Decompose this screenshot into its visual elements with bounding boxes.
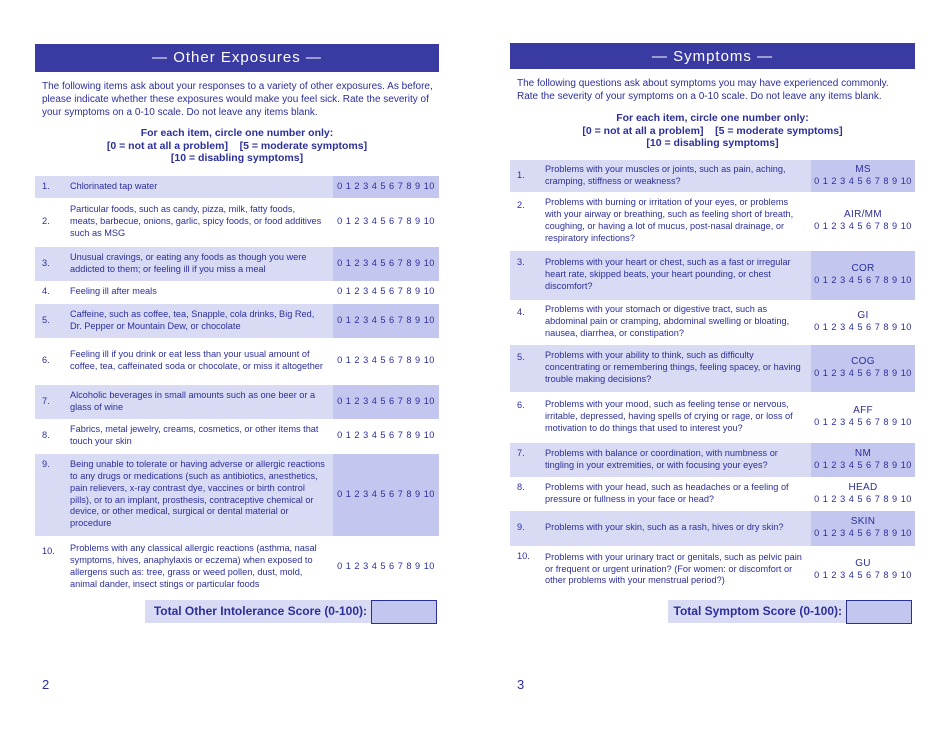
item-text: Being unable to tolerate or having adverse or allergic reactions to any drugs or medications (such as antibiotics, anesthetics, pain relievers, x-ray contrast dye, vaccines or birth control pills), or to an implant, prosthesis, contraceptive chemical or device, or other medical, surgical or dental material or procedure bbox=[70, 454, 333, 536]
rating-scale[interactable] bbox=[811, 160, 915, 192]
item-text: Problems with your heart or chest, such as a fast or irregular heart rate, skipped beats, your heart pounding, or chest discomfort? bbox=[545, 251, 811, 300]
table-row bbox=[35, 419, 439, 454]
item-number: 8. bbox=[42, 430, 50, 441]
page-number: 3 bbox=[517, 677, 525, 692]
table-row bbox=[510, 160, 915, 192]
rating-scale[interactable]: 0 1 2 3 4 5 6 7 8 9 10 bbox=[333, 247, 439, 281]
item-text: Problems with your skin, such as a rash, hives or dry skin? bbox=[545, 511, 811, 546]
table-row bbox=[35, 198, 439, 247]
item-number: 10. bbox=[517, 550, 530, 561]
symptom-code: AIR/MM bbox=[844, 209, 882, 221]
item-text: Alcoholic beverages in small amounts such as one beer or a glass of wine bbox=[70, 385, 333, 419]
item-text: Problems with any classical allergic reactions (asthma, nasal symptoms, hives, anaphylaxis or eczema) when exposed to allergens such as: tree, grass or weed pollen, dust, mold, animal dander, insect stings or particular foods bbox=[70, 543, 317, 589]
item-number: 2. bbox=[42, 216, 50, 227]
rating-numbers: 0 1 2 3 4 5 6 7 8 9 10 bbox=[814, 569, 912, 580]
item-number: 1. bbox=[510, 160, 545, 192]
rating-instructions bbox=[35, 127, 439, 165]
intro-text: The following questions ask about symptoms you may have experienced commonly. Rate the severity of your symptoms on a 0-10 scale. Do not leave any items blank. bbox=[517, 78, 889, 102]
item-text: Problems with burning or irritation of your eyes, or problems with your airway or breathing, such as feeling short of breath, coughing, or having a lot of mucus, post-nasal drainage, or respiratory infections? bbox=[545, 197, 794, 243]
table-row bbox=[510, 546, 915, 594]
instruction-line: [0 = not at all a problem] [5 = moderate symptoms] bbox=[582, 124, 843, 137]
item-text: Feeling ill after meals bbox=[70, 286, 157, 297]
section-title-other-exposures: — Other Exposures — bbox=[35, 44, 439, 72]
rating-scale[interactable]: 0 1 2 3 4 5 6 7 8 9 10 bbox=[333, 419, 439, 454]
instruction-line: [10 = disabling symptoms] bbox=[646, 137, 779, 149]
rating-scale[interactable] bbox=[811, 300, 915, 345]
item-text: Problems with your stomach or digestive tract, such as abdominal pain or cramping, abdominal swelling or bloating, nausea, diarrhea, or constipation? bbox=[545, 304, 790, 338]
item-number: 9. bbox=[35, 454, 70, 536]
item-text: Fabrics, metal jewelry, creams, cosmetics, or other items that touch your skin bbox=[70, 424, 319, 446]
rating-scale[interactable]: 0 1 2 3 4 5 6 7 8 9 10 bbox=[333, 176, 439, 198]
item-number: 6. bbox=[517, 399, 525, 410]
item-text: Unusual cravings, or eating any foods as though you were addicted to them; or feeling ill if you miss a meal bbox=[70, 247, 333, 281]
rating-scale[interactable] bbox=[811, 192, 915, 251]
table-row bbox=[510, 345, 915, 392]
rating-scale[interactable] bbox=[811, 477, 915, 511]
symptom-code: COG bbox=[851, 356, 875, 368]
symptom-code: GI bbox=[857, 310, 869, 322]
total-score-label: Total Other Intolerance Score (0-100): bbox=[145, 600, 371, 623]
item-number: 8. bbox=[517, 481, 525, 492]
rating-scale[interactable]: 0 1 2 3 4 5 6 7 8 9 10 bbox=[333, 385, 439, 419]
table-row bbox=[35, 385, 439, 419]
symptom-code: AFF bbox=[853, 405, 873, 417]
symptom-items-table bbox=[510, 160, 915, 594]
table-row bbox=[35, 176, 439, 198]
symptom-code: GU bbox=[855, 557, 871, 569]
rating-numbers: 0 1 2 3 4 5 6 7 8 9 10 bbox=[814, 528, 912, 538]
rating-scale[interactable] bbox=[811, 345, 915, 392]
item-number: 7. bbox=[510, 443, 545, 477]
table-row bbox=[510, 251, 915, 300]
rating-numbers: 0 1 2 3 4 5 6 7 8 9 10 bbox=[814, 175, 912, 186]
instruction-line: [0 = not at all a problem] [5 = moderate symptoms] bbox=[106, 139, 368, 152]
instruction-line: [10 = disabling symptoms] bbox=[170, 152, 304, 164]
rating-scale[interactable]: 0 1 2 3 4 5 6 7 8 9 10 bbox=[333, 338, 439, 385]
total-other-intolerance-score bbox=[145, 600, 437, 624]
rating-scale[interactable] bbox=[811, 443, 915, 477]
section-title-symptoms: — Symptoms — bbox=[510, 43, 915, 69]
rating-numbers: 0 1 2 3 4 5 6 7 8 9 10 bbox=[814, 368, 912, 378]
rating-numbers: 0 1 2 3 4 5 6 7 8 9 10 bbox=[814, 322, 912, 332]
item-number: 1. bbox=[35, 176, 70, 198]
rating-instructions bbox=[510, 112, 915, 150]
rating-scale[interactable] bbox=[811, 546, 915, 594]
symptom-code: MS bbox=[855, 163, 871, 175]
item-number: 6. bbox=[42, 355, 50, 366]
item-text: Caffeine, such as coffee, tea, Snapple, cola drinks, Big Red, Dr. Pepper or Mountain Dew, or chocolate bbox=[70, 304, 333, 338]
table-row bbox=[35, 281, 439, 304]
item-number: 7. bbox=[35, 385, 70, 419]
page-number: 2 bbox=[42, 677, 50, 692]
rating-numbers: 0 1 2 3 4 5 6 7 8 9 10 bbox=[814, 221, 912, 231]
item-number: 5. bbox=[35, 304, 70, 338]
rating-scale[interactable] bbox=[811, 511, 915, 546]
table-row bbox=[510, 443, 915, 477]
table-row bbox=[510, 192, 915, 251]
instruction-line: For each item, circle one number only: bbox=[616, 112, 809, 124]
total-symptom-score bbox=[668, 600, 912, 624]
rating-scale[interactable] bbox=[811, 392, 915, 443]
item-number: 4. bbox=[42, 286, 50, 297]
item-text: Feeling ill if you drink or eat less than your usual amount of coffee, tea, caffeinated soda or chocolate, or miss it altogether bbox=[70, 349, 323, 371]
symptom-code: COR bbox=[851, 263, 875, 275]
rating-scale[interactable]: 0 1 2 3 4 5 6 7 8 9 10 bbox=[333, 454, 439, 536]
item-text: Problems with your ability to think, such as difficulty concentrating or remembering things, feeling spacey, or having trouble making decisions? bbox=[545, 345, 811, 392]
item-number: 3. bbox=[35, 247, 70, 281]
item-number: 9. bbox=[510, 511, 545, 546]
rating-numbers: 0 1 2 3 4 5 6 7 8 9 10 bbox=[814, 417, 912, 427]
table-row bbox=[510, 392, 915, 443]
rating-numbers: 0 1 2 3 4 5 6 7 8 9 10 bbox=[814, 275, 912, 285]
intro-text: The following items ask about your responses to a variety of other exposures. As before, please indicate whether these exposures would make you feel sick. Rate the severity of your symptoms on a 0-10 scale. Do not leave any items blank. bbox=[42, 81, 433, 118]
table-row bbox=[35, 338, 439, 385]
total-score-input[interactable] bbox=[846, 600, 912, 624]
item-text: Problems with your head, such as headaches or a feeling of pressure or fullness in your face or head? bbox=[545, 481, 789, 504]
table-row bbox=[35, 304, 439, 338]
total-score-label: Total Symptom Score (0-100): bbox=[668, 600, 846, 623]
symptom-code: SKIN bbox=[850, 516, 876, 528]
total-score-input[interactable] bbox=[371, 600, 437, 624]
item-text: Problems with your muscles or joints, such as pain, aching, cramping, stiffness or weakness? bbox=[545, 160, 811, 192]
symptom-code: NM bbox=[854, 447, 872, 459]
table-row bbox=[35, 536, 439, 599]
item-text: Problems with your urinary tract or genitals, such as pelvic pain or frequent or urgent urination? (For women: or discomfort or other problems with your menstrual period?) bbox=[545, 551, 802, 586]
item-text: Chlorinated tap water bbox=[70, 176, 333, 198]
table-row bbox=[510, 300, 915, 345]
table-row bbox=[510, 477, 915, 511]
left-page bbox=[35, 0, 439, 599]
item-number: 4. bbox=[517, 306, 525, 317]
instruction-line: For each item, circle one number only: bbox=[140, 127, 334, 139]
table-row bbox=[35, 454, 439, 536]
rating-scale[interactable]: 0 1 2 3 4 5 6 7 8 9 10 bbox=[333, 198, 439, 247]
rating-scale[interactable]: 0 1 2 3 4 5 6 7 8 9 10 bbox=[333, 304, 439, 338]
rating-numbers: 0 1 2 3 4 5 6 7 8 9 10 bbox=[814, 459, 912, 470]
exposure-items-table bbox=[35, 176, 439, 599]
table-row bbox=[35, 247, 439, 281]
rating-numbers: 0 1 2 3 4 5 6 7 8 9 10 bbox=[814, 493, 912, 504]
right-page bbox=[510, 0, 915, 594]
item-number: 3. bbox=[510, 251, 545, 300]
symptom-code: HEAD bbox=[848, 481, 878, 493]
rating-scale[interactable]: 0 1 2 3 4 5 6 7 8 9 10 bbox=[333, 281, 439, 304]
item-text: Problems with balance or coordination, with numbness or tingling in your extremities, or with focusing your eyes? bbox=[545, 443, 811, 477]
item-number: 2. bbox=[517, 199, 525, 210]
item-text: Problems with your mood, such as feeling tense or nervous, irritable, depressed, having spells of crying or rage, or loss of motivation to do things that used to interest you? bbox=[545, 399, 793, 433]
rating-scale[interactable] bbox=[811, 251, 915, 300]
item-text: Particular foods, such as candy, pizza, milk, fatty foods, meats, barbecue, onions, garlic, spicy foods, or food additives such as MSG bbox=[70, 204, 322, 238]
table-row bbox=[510, 511, 915, 546]
item-number: 5. bbox=[510, 345, 545, 392]
rating-scale[interactable]: 0 1 2 3 4 5 6 7 8 9 10 bbox=[333, 536, 439, 599]
item-number: 10. bbox=[42, 545, 55, 556]
